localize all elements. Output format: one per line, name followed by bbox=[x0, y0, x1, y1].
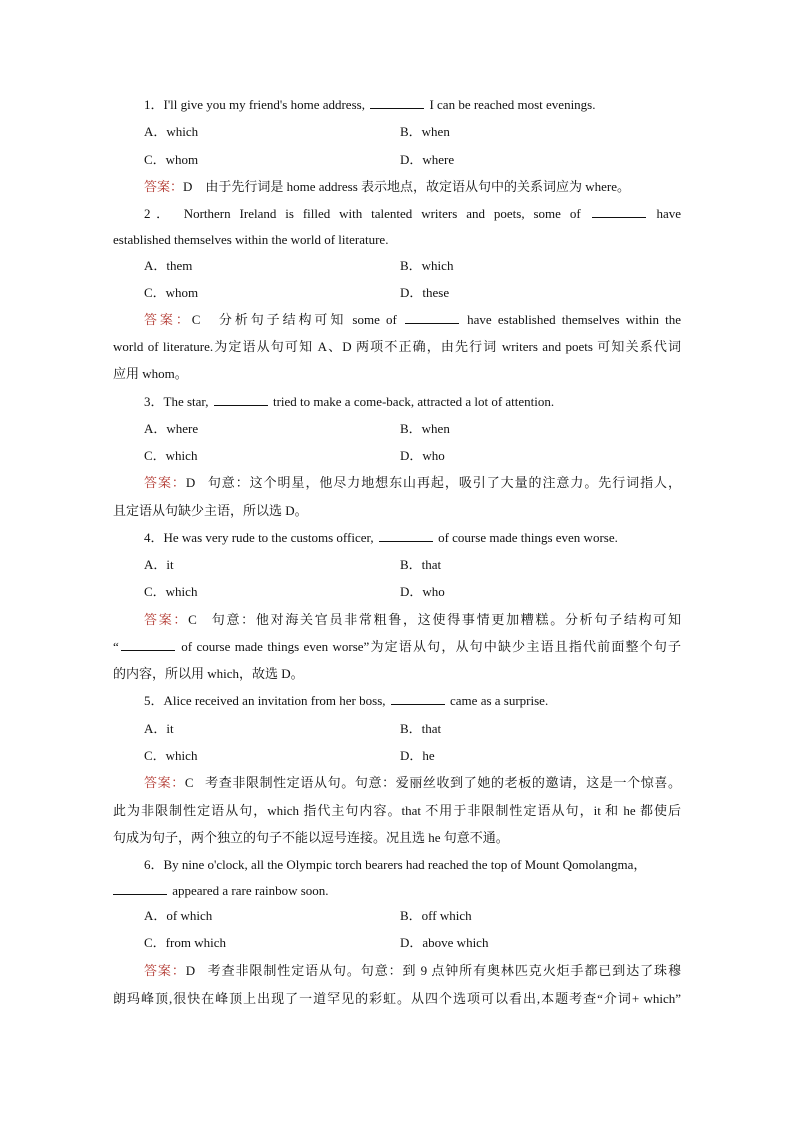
answer-explanation: have established themselves within the bbox=[461, 312, 681, 327]
answer-5 bbox=[144, 775, 681, 791]
answer-3 bbox=[144, 475, 681, 491]
option-c: C．which bbox=[144, 748, 198, 763]
answer-blank bbox=[379, 530, 433, 542]
answer-4 bbox=[144, 612, 681, 628]
answer-label: 答案： bbox=[144, 312, 192, 327]
answer-label: 答案： bbox=[144, 612, 189, 627]
question-2-stem-cont: established themselves within the world of literature. bbox=[113, 232, 389, 247]
answer-label: 答案： bbox=[144, 179, 184, 194]
option-d: D．where bbox=[400, 152, 455, 167]
question-4-stem bbox=[144, 530, 618, 546]
stem-text: 2． Northern Ireland is filled with talented writers and poets, some of bbox=[144, 206, 590, 221]
option-a: A．which bbox=[144, 124, 199, 139]
stem-text: appeared a rare rainbow soon. bbox=[169, 883, 329, 898]
option-d: D．who bbox=[400, 448, 445, 463]
option-d: D．above which bbox=[400, 935, 489, 950]
stem-text: 3．The star, bbox=[144, 394, 212, 409]
answer-blank bbox=[405, 312, 459, 324]
answer-explanation: 考查非限制性定语从句。句意：到 9 点钟所有奥林匹克火炬手都已到达了珠穆 bbox=[207, 963, 681, 978]
answer-blank bbox=[592, 206, 646, 218]
stem-text: 1．I'll give you my friend's home address, bbox=[144, 97, 369, 112]
option-a: A．it bbox=[144, 557, 174, 572]
answer-2-cont: 应用 whom。 bbox=[113, 366, 188, 381]
option-b: B．when bbox=[400, 124, 450, 139]
stem-text: came as a surprise. bbox=[446, 693, 549, 708]
answer-explanation: 考查非限制性定语从句。句意：爱丽丝收到了她的老板的邀请，这是一个惊喜。 bbox=[205, 775, 681, 790]
option-b: B．when bbox=[400, 421, 450, 436]
answer-blank bbox=[391, 693, 445, 705]
option-b: B．off which bbox=[400, 908, 472, 923]
answer-explanation: “ bbox=[113, 639, 119, 654]
answer-letter: C bbox=[191, 312, 201, 327]
answer-3-cont: 且定语从句缺少主语，所以选 D。 bbox=[113, 503, 308, 518]
answer-2 bbox=[144, 312, 681, 328]
stem-text: I can be reached most evenings. bbox=[426, 97, 596, 112]
answer-explanation: 句意：他对海关官员非常粗鲁，这使得事情更加糟糕。分析句子结构可知 bbox=[211, 612, 681, 627]
answer-letter: C bbox=[188, 612, 197, 627]
option-c: C．which bbox=[144, 448, 198, 463]
option-c: C．which bbox=[144, 584, 198, 599]
option-a: A．where bbox=[144, 421, 199, 436]
answer-blank bbox=[370, 97, 424, 109]
answer-label: 答案： bbox=[144, 475, 186, 490]
answer-explanation: 由于先行词是 home address 表示地点，故定语从句中的关系词应为 where。 bbox=[205, 179, 631, 194]
question-6-stem-cont bbox=[113, 883, 681, 899]
answer-blank bbox=[121, 639, 175, 651]
option-c: C．whom bbox=[144, 285, 199, 300]
option-a: A．it bbox=[144, 721, 174, 736]
answer-blank bbox=[113, 883, 167, 895]
option-d: D．who bbox=[400, 584, 445, 599]
answer-explanation: of course made things even worse”为定语从句，从句中缺少主语且指代前面整个句子 bbox=[176, 639, 681, 654]
option-c: C．from which bbox=[144, 935, 226, 950]
answer-6-cont: 朗玛峰顶,很快在峰顶上出现了一道罕见的彩虹。从四个选项可以看出,本题考查“介词+ which” bbox=[113, 991, 681, 1006]
answer-4-cont: 的内容，所以用 which，故选 D。 bbox=[113, 666, 304, 681]
answer-5-cont: 此为非限制性定语从句，which 指代主句内容。that 不用于非限制性定语从句，it 和 he 都使后 bbox=[113, 803, 681, 818]
option-d: D．these bbox=[400, 285, 450, 300]
answer-letter: D bbox=[185, 475, 196, 490]
question-5-stem bbox=[144, 693, 548, 709]
stem-text: have bbox=[647, 206, 681, 221]
question-3-stem bbox=[144, 394, 554, 410]
answer-explanation: 句意：这个明星，他尽力地想东山再起，吸引了大量的注意力。先行词指人， bbox=[207, 475, 681, 490]
stem-text: 4．He was very rude to the customs officer, bbox=[144, 530, 377, 545]
answer-letter: C bbox=[184, 775, 194, 790]
question-2-stem bbox=[144, 206, 681, 222]
option-c: C．whom bbox=[144, 152, 199, 167]
answer-6 bbox=[144, 963, 681, 979]
question-6-stem: 6．By nine o'clock, all the Olympic torch bearers had reached the top of Mount Qomolangma， bbox=[144, 857, 647, 872]
stem-text: tried to make a come-back, attracted a lot of attention. bbox=[269, 394, 555, 409]
answer-5-cont: 句成为句子，两个独立的句子不能以逗号连接。况且选 he 句意不通。 bbox=[113, 830, 509, 845]
option-b: B．that bbox=[400, 557, 442, 572]
answer-label: 答案： bbox=[144, 963, 186, 978]
answer-letter: D bbox=[185, 963, 196, 978]
answer-explanation: 分析句子结构可知 some of bbox=[218, 312, 403, 327]
answer-label: 答案： bbox=[144, 775, 185, 790]
answer-1 bbox=[144, 179, 681, 195]
option-b: B．that bbox=[400, 721, 442, 736]
stem-text: of course made things even worse. bbox=[434, 530, 618, 545]
option-a: A．them bbox=[144, 258, 193, 273]
question-1-stem bbox=[144, 97, 596, 113]
answer-blank bbox=[214, 394, 268, 406]
option-d: D．he bbox=[400, 748, 435, 763]
option-a: A．of which bbox=[144, 908, 213, 923]
answer-4-cont bbox=[113, 639, 681, 655]
answer-2-cont: world of literature.为定语从句可知 A、D 两项不正确，由先行词 writers and poets 可知关系代词 bbox=[113, 339, 681, 354]
answer-letter: D bbox=[183, 179, 193, 194]
option-b: B．which bbox=[400, 258, 454, 273]
stem-text: 5．Alice received an invitation from her boss, bbox=[144, 693, 389, 708]
